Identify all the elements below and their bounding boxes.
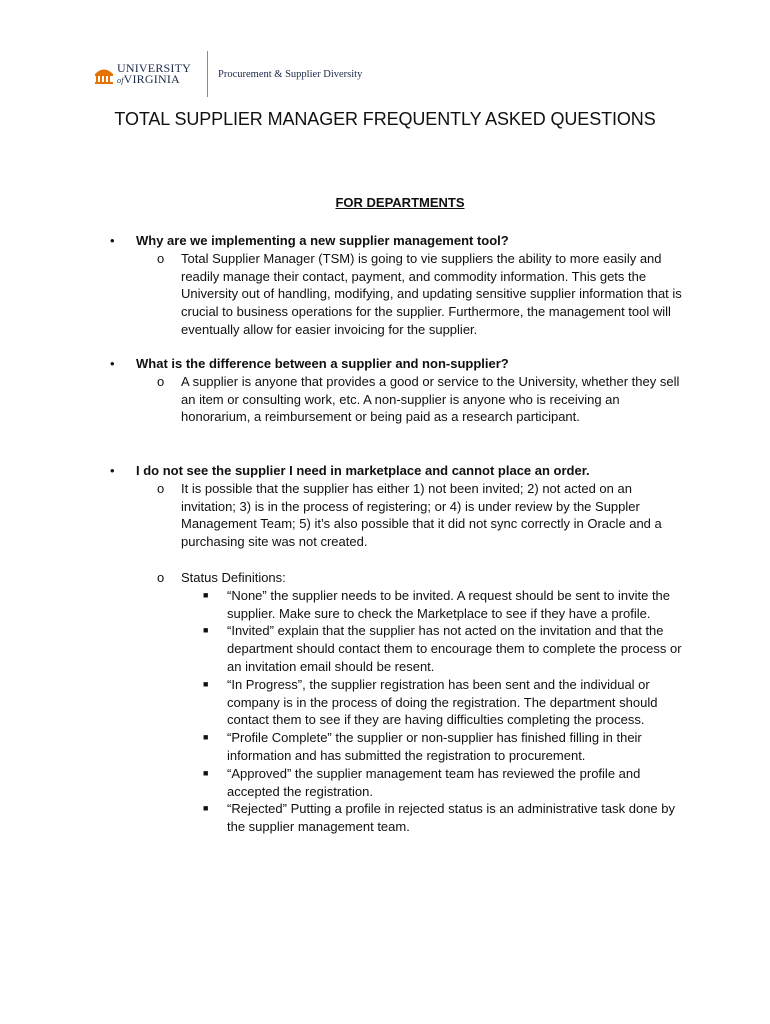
bullet-icon: • (110, 463, 115, 478)
header-divider (207, 51, 208, 97)
definition-text: “Invited” explain that the supplier has not acted on the invitation and that the department should contact them to encourage them to complete the process or an invitation email should be resent. (227, 623, 682, 674)
bullet-icon: • (110, 356, 115, 371)
faq-answer-text: Total Supplier Manager (TSM) is going to vie suppliers the ability to more easily and readily manage their contact, payment, and commodity information. This gets the University out of handling, modifying, and updating sensitive supplier information that is crucial to business operations for the supplier. Furthermore, the management tool will eventually allow for easier invoicing for the supplier. (181, 250, 682, 337)
university-wordmark-line1: UNIVERSITY (117, 60, 191, 75)
definition-text: “In Progress”, the supplier registration has been sent and the individual or company is in the process of doing the registration. The department should contact them to see if they are having difficulties completing the process. (227, 676, 658, 728)
definition-text: “Profile Complete” the supplier or non-supplier has finished filling in their information and has submitted the registration to procurement. (227, 730, 642, 763)
faq-answer-text: It is possible that the supplier has either 1) not been invited; 2) not acted on an invitation; 3) is in the process of registering; or 4) is under review by the Suppler Management Team; 5) it’s also possible that it did not sync correctly in Oracle and a purchasing site was not created. (181, 480, 662, 550)
circle-bullet-icon: o (157, 569, 165, 585)
square-bullet-icon: ■ (203, 767, 209, 778)
square-bullet-icon: ■ (203, 625, 209, 636)
faq-question (110, 462, 690, 480)
definition-item (110, 676, 690, 729)
faq-item-1 (110, 232, 690, 339)
definition-text: “Approved” the supplier management team has reviewed the profile and accepted the registration. (227, 765, 641, 799)
document-title: TOTAL SUPPLIER MANAGER FREQUENTLY ASKED QUESTIONS (114, 109, 656, 129)
circle-bullet-icon: o (157, 373, 165, 389)
square-bullet-icon: ■ (203, 678, 209, 689)
faq-answer (110, 480, 690, 551)
faq-question (110, 232, 690, 250)
square-bullet-icon: ■ (203, 803, 209, 814)
square-bullet-icon: ■ (203, 732, 209, 743)
definition-item (110, 622, 690, 675)
definition-item (110, 800, 690, 836)
circle-bullet-icon: o (157, 480, 165, 496)
faq-answer (110, 373, 690, 426)
faq-item-2 (110, 355, 690, 426)
status-definitions-heading (110, 569, 690, 587)
faq-question-text: What is the difference between a supplier and non-supplier? (136, 356, 509, 371)
university-wordmark-virginia: VIRGINIA (123, 71, 180, 86)
university-wordmark-line2 (117, 71, 195, 86)
faq-answer-text: A supplier is anyone that provides a good or service to the University, whether they sell an item or consulting work, etc. A non-supplier is anyone who is receiving an honorarium, a reimbursement or being paid as a research participant. (181, 373, 680, 425)
definition-item (110, 765, 690, 801)
definition-text: “Rejected” Putting a profile in rejected status is an administrative task done by the supplier management team. (227, 801, 676, 835)
university-wordmark-of: of (117, 75, 124, 85)
faq-item-3 (110, 462, 690, 836)
faq-question-text: Why are we implementing a new supplier management tool? (136, 233, 509, 248)
square-bullet-icon: ■ (203, 589, 209, 600)
circle-bullet-icon: o (157, 250, 165, 266)
definition-item (110, 587, 690, 623)
bullet-icon: • (110, 233, 115, 248)
definition-text: “None” the supplier needs to be invited. A request should be sent to invite the supplier. Make sure to check the Marketplace to see if they have a profile. (227, 587, 671, 621)
letterhead (94, 50, 362, 98)
status-definitions-label: Status Definitions: (181, 569, 286, 585)
section-heading: FOR DEPARTMENTS (335, 195, 465, 210)
faq-answer (110, 250, 690, 339)
faq-question (110, 355, 690, 373)
rotunda-logo-icon (94, 64, 114, 84)
definition-item (110, 729, 690, 765)
department-name: Procurement & Supplier Diversity (218, 68, 363, 80)
faq-question-text: I do not see the supplier I need in marketplace and cannot place an order. (136, 463, 590, 478)
university-wordmark (117, 60, 195, 86)
